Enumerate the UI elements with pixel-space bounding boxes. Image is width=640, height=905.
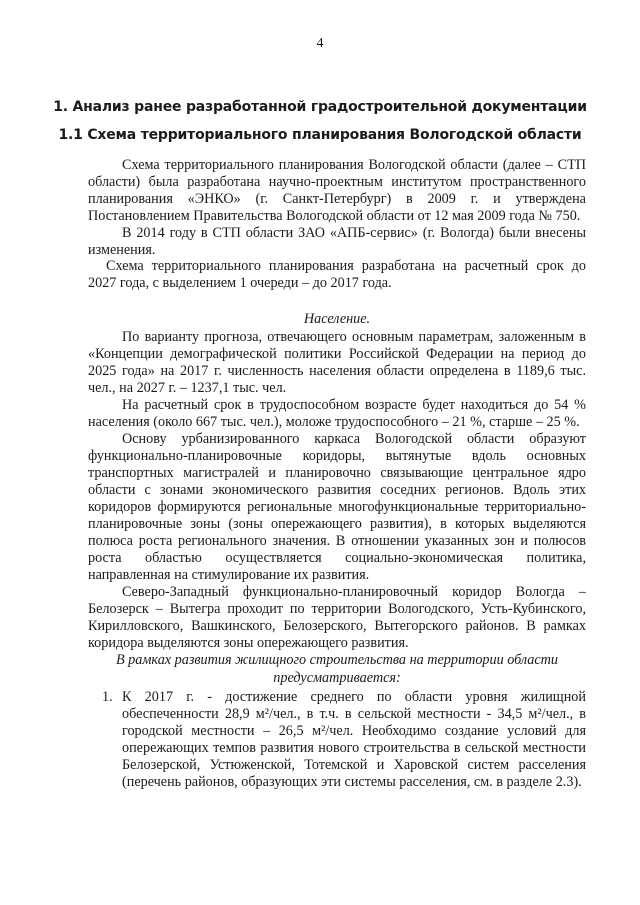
- paragraph: Схема территориального планирования разработана на расчетный срок до 2027 года, с выделением 1 очереди – до 2017 года.: [88, 258, 586, 291]
- housing-list: [102, 689, 586, 791]
- paragraph: На расчетный срок в трудоспособном возрасте будет находиться до 54 % населения (около 667 тыс. чел.), моложе трудоспособного – 21 %, старше – 25 %.: [88, 397, 586, 430]
- page-number: 4: [316, 36, 324, 51]
- section-heading: 1. Анализ ранее разработанной градостроительной документации: [53, 99, 587, 115]
- subsection-heading: 1.1 Схема территориального планирования Вологодской области: [58, 127, 582, 143]
- intro-text: [88, 157, 586, 259]
- term-text: [88, 258, 586, 292]
- paragraph: Северо-Западный функционально-планировочный коридор Вологда – Белозерск – Вытегра проходит по территории Вологодского, Усть-Кубинского, Кирилловского, Вашкинского, Белозерского, Вытегорского районов. В рамках коридора выделяются зоны опережающего развития.: [88, 584, 586, 651]
- list-item-number: 1.: [102, 689, 113, 705]
- paragraph: По варианту прогноза, отвечающего основным параметрам, заложенным в «Концепции демографической политики Российской Федерации на период до 2025 года» на 2017 г. численность населения области определена в 1189,6 тыс. чел., на 2027 г. – 1237,1 тыс. чел.: [88, 329, 586, 396]
- population-text: [88, 329, 586, 652]
- paragraph: Схема территориального планирования Вологодской области (далее – СТП области) была разработана научно-проектным институтом пространственного планирования «ЭНКО» (г. Санкт-Петербург) в 2009 г. и утверждена Постановлением Правительства Вологодской области от 12 мая 2009 года № 750.: [88, 157, 586, 224]
- paragraph: В 2014 году в СТП области ЗАО «АПБ-сервис» (г. Вологда) были внесены изменения.: [88, 225, 586, 258]
- population-title: Население.: [303, 311, 371, 327]
- housing-title: В рамках развития жилищного строительства на территории области предусматривается:: [115, 652, 559, 686]
- paragraph: Основу урбанизированного каркаса Вологодской области образуют функционально-планировочные коридоры, вытянутые вдоль основных транспортных магистралей и планировочно связывающие центральное ядро области с зонами экономического развития соседних регионов. Вдоль этих коридоров формируются региональные многофункциональные территориально-планировочные зоны (зоны опережающего развития), в которых выделяются полюса роста регионального значения. В отношении указанных зон и полюсов роста областью осуществляется социально-экономическая политика, направленная на стимулирование их развития.: [88, 431, 586, 583]
- list-item: К 2017 г. - достижение среднего по области уровня жилищной обеспеченности 28,9 м²/чел., в т.ч. в сельской местности - 34,5 м²/чел., в городской местности – 26,5 м²/чел. Необходимо создание условий для опережающих темпов развития нового строительства в сельской местности Белозерской, Устюженской, Тотемской и Харовской систем расселения (перечень районов, образующих эти системы расселения, см. в разделе 2.3).: [122, 689, 586, 790]
